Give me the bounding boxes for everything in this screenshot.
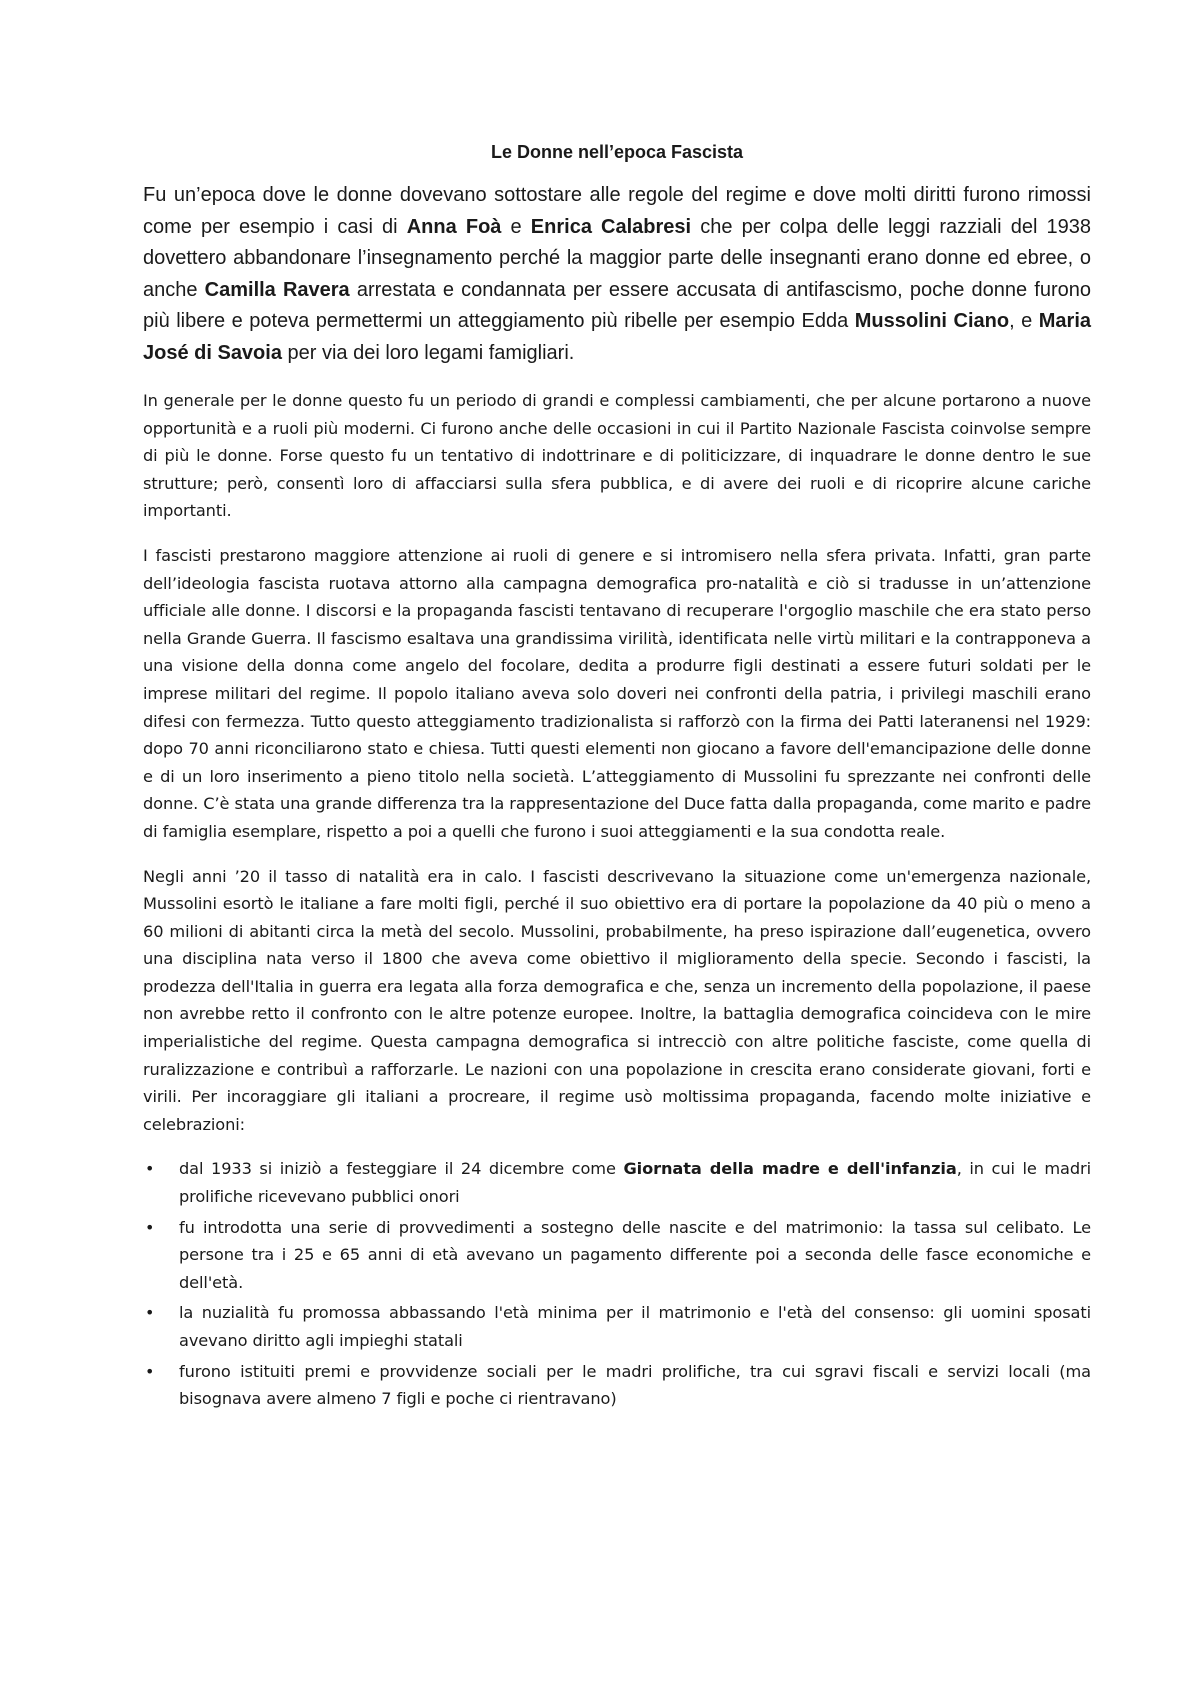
bullet-1-text-pre: dal 1933 si iniziò a festeggiare il 24 dicembre come <box>179 1159 624 1179</box>
bullet-3-text: la nuzialità fu promossa abbassando l'età minima per il matrimonio e l'età del consenso: gli uomini sposati avevano diritto agli impieghi statali <box>179 1303 1091 1350</box>
list-item <box>143 1299 1091 1354</box>
page-title: Le Donne nell’epoca Fascista <box>490 142 744 162</box>
intro-text-1: Fu un’epoca dove le donne dovevano sottostare alle regole del regime e dove molti diritti furono rimossi come per esempio i casi di <box>143 184 1091 238</box>
paragraph-3: Negli anni ’20 il tasso di natalità era in calo. I fascisti descrivevano la situazione come un'emergenza nazionale, Mussolini esortò le italiane a fare molti figli, perché il suo obiettivo era di portare la popolazione da 40 più o meno a 60 milioni di abitanti circa la metà del secolo. Mussolini, probabilmente, ha preso ispirazione dall’eugenetica, ovvero una disciplina nata verso il 1800 che aveva come obiettivo il miglioramento della specie. Secondo i fascisti, la prodezza dell'Italia in guerra era legata alla forza demografica e che, senza un incremento della popolazione, il paese non avrebbe retto il confronto con le altre potenze europee. Inoltre, la battaglia demografica coincideva con le mire imperialistiche del regime. Questa campagna demografica si intrecciò con altre politiche fasciste, come quella di ruralizzazione e contribuì a rafforzarle. Le nazioni con una popolazione in crescita erano considerate giovani, forti e virili. Per incoraggiare gli italiani a procreare, il regime usò moltissima propaganda, facendo molte iniziative e celebrazioni: <box>143 866 1091 1134</box>
intro-name-camilla-ravera: Camilla Ravera <box>204 278 350 301</box>
bullet-icon: • <box>145 1159 155 1179</box>
intro-name-maria-jose: Maria José di Savoia <box>143 310 1091 364</box>
paragraph-2: I fascisti prestarono maggiore attenzione ai ruoli di genere e si intromisero nella sfera privata. Infatti, gran parte dell’ideologia fascista ruotava attorno alla campagna demografica pro-natalità e ciò si tradusse in un’attenzione ufficiale alle donne. I discorsi e la propaganda fascisti tentavano di recuperare l'orgoglio maschile che era stato perso nella Grande Guerra. Il fascismo esaltava una grandissima virilità, identificata nelle virtù militari e la contrapponeva a una visione della donna come angelo del focolare, dedita a produrre figli destinati a essere futuri soldati per le imprese militari del regime. Il popolo italiano aveva solo doveri nei confronti della patria, i privilegi maschili erano difesi con fermezza. Tutto questo atteggiamento tradizionalista si rafforzò con la firma dei Patti lateranensi nel 1929: dopo 70 anni riconciliarono stato e chiesa. Tutti questi elementi non giocano a favore dell'emancipazione delle donne e di un loro inserimento a pieno titolo nella società. L’atteggiamento di Mussolini fu sprezzante nei confronti delle donne. C’è stata una grande differenza tra la rappresentazione del Duce fatta dalla propaganda, come marito e padre di famiglia esemplare, rispetto a poi a quelli che furono i suoi atteggiamenti e la sua condotta reale. <box>143 545 1091 841</box>
bullet-1-text-post: , in cui le madri prolifiche ricevevano pubblici onori <box>179 1159 1091 1207</box>
intro-text-6: per via dei loro legami famigliari. <box>281 341 575 364</box>
paragraph-1: In generale per le donne questo fu un periodo di grandi e complessi cambiamenti, che per alcune portarono a nuove opportunità e a ruoli più moderni. Ci furono anche delle occasioni in cui il Partito Nazionale Fascista coinvolse sempre di più le donne. Forse questo fu un tentativo di indottrinare e di politicizzare, di inquadrare le donne dentro le sue strutture; però, consentì loro di affacciarsi sulla sfera pubblica, e di avere dei ruoli e di ricoprire alcune cariche importanti. <box>143 391 1091 521</box>
intro-text-4: arrestata e condannata per essere accusata di antifascismo, poche donne furono più libere e poteva permettermi un atteggiamento più ribelle per esempio Edda <box>143 278 1091 332</box>
intro-paragraph <box>143 180 1091 369</box>
intro-text-2: e <box>501 215 531 238</box>
intro-name-mussolini-ciano: Mussolini Ciano <box>854 310 1010 332</box>
list-item <box>143 1155 1091 1210</box>
bullet-icon: • <box>145 1303 155 1323</box>
bullet-icon: • <box>145 1361 155 1381</box>
intro-name-enrica-calabresi: Enrica Calabresi <box>530 215 692 238</box>
bullet-4-text: furono istituiti premi e provvidenze sociali per le madri prolifiche, tra cui sgravi fiscali e servizi locali (ma bisognava avere almeno 7 figli e poche ci rientravano) <box>179 1361 1091 1409</box>
bullet-1-text-bold: Giornata della madre e dell'infanzia <box>623 1159 957 1179</box>
list-item <box>143 1214 1091 1297</box>
intro-name-anna-foa: Anna Foà <box>406 215 502 238</box>
list-item <box>143 1358 1091 1413</box>
intro-text-5: , e <box>1009 310 1039 332</box>
document-page <box>143 140 1091 1416</box>
bullet-icon: • <box>145 1217 155 1237</box>
intro-text-3: che per colpa delle leggi razziali del 1938 dovettero abbandonare l’insegnamento perché la maggior parte delle insegnanti erano donne ed ebree, o anche <box>143 215 1092 301</box>
bullet-2-text: fu introdotta una serie di provvedimenti a sostegno delle nascite e del matrimonio: la tassa sul celibato. Le persone tra i 25 e 65 anni di età avevano un pagamento differente poi a seconda delle fasce economiche e dell'età. <box>179 1217 1091 1292</box>
bullet-list <box>143 1155 1091 1412</box>
